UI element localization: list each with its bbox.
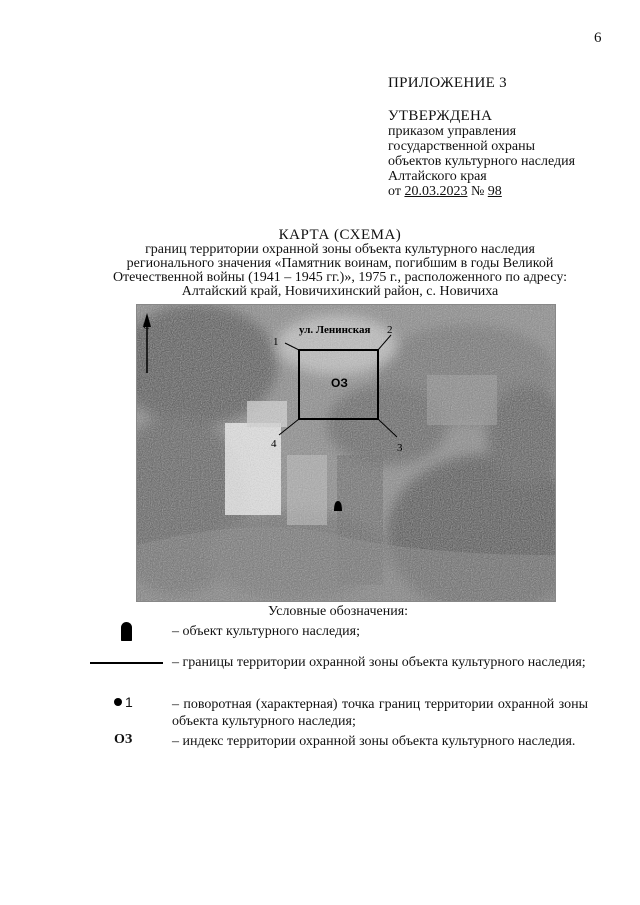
legend-text: – границы территории охранной зоны объекта культурного наследия; bbox=[172, 655, 586, 670]
turning-point-symbol bbox=[114, 694, 133, 710]
legend-text: – объект культурного наследия; bbox=[172, 624, 360, 639]
number-prefix: № bbox=[470, 184, 485, 199]
page-number: 6 bbox=[594, 30, 602, 46]
point-2-label: 2 bbox=[387, 324, 393, 336]
date-prefix: от bbox=[388, 184, 401, 199]
order-line: объектов культурного наследия bbox=[388, 154, 576, 169]
monument-icon bbox=[121, 622, 132, 641]
point-dot-icon bbox=[114, 698, 122, 706]
order-date: 20.03.2023 bbox=[404, 184, 468, 199]
point-4-label: 4 bbox=[271, 438, 277, 450]
order-line: государственной охраны bbox=[388, 139, 536, 154]
title-line: границ территории охранной зоны объекта культурного наследия bbox=[145, 242, 535, 257]
title-line: регионального значения «Памятник воинам, погибшим в годы Великой bbox=[126, 256, 554, 271]
order-line: приказом управления bbox=[388, 124, 517, 139]
zone-index-symbol: ОЗ bbox=[114, 732, 133, 747]
title-line: Отечественной войны (1941 – 1945 гг.)», 1975 г., расположенного по адресу: bbox=[112, 270, 568, 285]
legend-text: – поворотная (характерная) точка границ территории охранной зоны объекта культурного наследия; bbox=[172, 697, 588, 729]
street-label: ул. Ленинская bbox=[299, 324, 371, 336]
order-number: 98 bbox=[487, 184, 502, 199]
title-main: КАРТА (СХЕМА) bbox=[278, 227, 402, 243]
approval-block bbox=[388, 76, 628, 199]
appendix-label: ПРИЛОЖЕНИЕ 3 bbox=[388, 75, 507, 91]
point-symbol-label: 1 bbox=[125, 694, 133, 710]
boundary-line-symbol bbox=[90, 662, 163, 664]
document-title bbox=[60, 228, 620, 299]
point-1-label: 1 bbox=[273, 336, 279, 348]
title-line: Алтайский край, Новичихинский район, с. Новичиха bbox=[181, 284, 499, 299]
scheme-map bbox=[136, 304, 556, 602]
legend-text: – индекс территории охранной зоны объекта культурного наследия. bbox=[172, 734, 576, 749]
point-3-label: 3 bbox=[397, 442, 403, 454]
approved-label: УТВЕРЖДЕНА bbox=[388, 108, 493, 124]
map-photo bbox=[137, 305, 555, 601]
north-label: С bbox=[143, 321, 150, 332]
order-date-line bbox=[388, 184, 628, 199]
zone-index-label: ОЗ bbox=[331, 376, 348, 390]
order-line: Алтайского края bbox=[388, 169, 487, 184]
legend-title: Условные обозначения: bbox=[268, 604, 409, 619]
